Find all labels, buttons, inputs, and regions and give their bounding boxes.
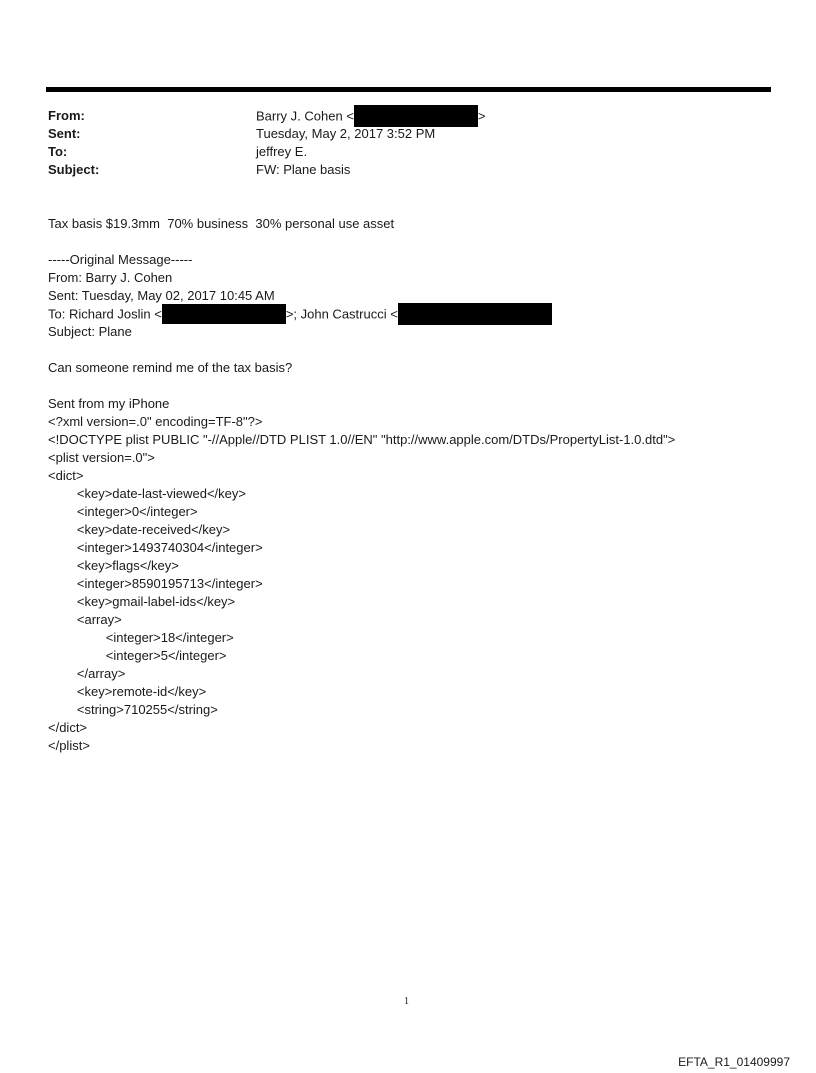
from-value — [256, 107, 486, 127]
plist-line: </array> — [48, 666, 126, 681]
plist-line: <key>remote-id</key> — [48, 684, 207, 699]
plist-line: <integer>8590195713</integer> — [48, 576, 263, 591]
subject-value: FW: Plane basis — [256, 162, 351, 177]
plist-line: <key>gmail-label-ids</key> — [48, 594, 236, 609]
plist-line: </dict> — [48, 720, 88, 735]
subject-label: Subject: — [48, 162, 100, 177]
to-label: To: — [48, 144, 68, 159]
original-to-first: To: Richard Joslin < — [48, 306, 162, 322]
plist-line: <?xml version=.0" encoding=TF-8"?> — [48, 414, 263, 429]
redaction-box — [398, 303, 552, 325]
original-to — [48, 305, 552, 325]
original-from: From: Barry J. Cohen — [48, 270, 173, 285]
to-value: jeffrey E. — [256, 144, 308, 159]
sent-value: Tuesday, May 2, 2017 3:52 PM — [256, 126, 436, 141]
plist-line: <integer>5</integer> — [48, 648, 227, 663]
plist-line: <!DOCTYPE plist PUBLIC "-//Apple//DTD PLIST 1.0//EN" "http://www.apple.com/DTDs/PropertyList-1.0.dtd"> — [48, 432, 676, 447]
original-to-second: >; John Castrucci < — [285, 306, 398, 322]
page-number: 1 — [404, 996, 409, 1007]
sent-label: Sent: — [48, 126, 81, 141]
original-sent: Sent: Tuesday, May 02, 2017 10:45 AM — [48, 288, 275, 303]
plist-line: <integer>1493740304</integer> — [48, 540, 263, 555]
plist-line: <integer>18</integer> — [48, 630, 234, 645]
plist-line: <string>710255</string> — [48, 702, 218, 717]
plist-line: <integer>0</integer> — [48, 504, 198, 519]
from-name: Barry J. Cohen < — [256, 108, 354, 124]
signature-line: Sent from my iPhone — [48, 396, 170, 411]
original-message-marker: -----Original Message----- — [48, 252, 193, 267]
question-line: Can someone remind me of the tax basis? — [48, 360, 293, 375]
body-line: Tax basis $19.3mm 70% business 30% personal use asset — [48, 216, 395, 231]
redaction-box — [354, 105, 478, 127]
bates-number: EFTA_R1_01409997 — [678, 1055, 790, 1069]
plist-line: <key>date-last-viewed</key> — [48, 486, 246, 501]
plist-line: <array> — [48, 612, 122, 627]
original-subject: Subject: Plane — [48, 324, 132, 339]
plist-line: <dict> — [48, 468, 84, 483]
header-rule — [46, 87, 771, 92]
from-bracket: > — [477, 108, 486, 124]
redaction-box — [162, 304, 286, 324]
plist-line: </plist> — [48, 738, 90, 753]
plist-line: <plist version=.0"> — [48, 450, 155, 465]
plist-line: <key>flags</key> — [48, 558, 179, 573]
plist-line: <key>date-received</key> — [48, 522, 231, 537]
from-label: From: — [48, 108, 85, 123]
